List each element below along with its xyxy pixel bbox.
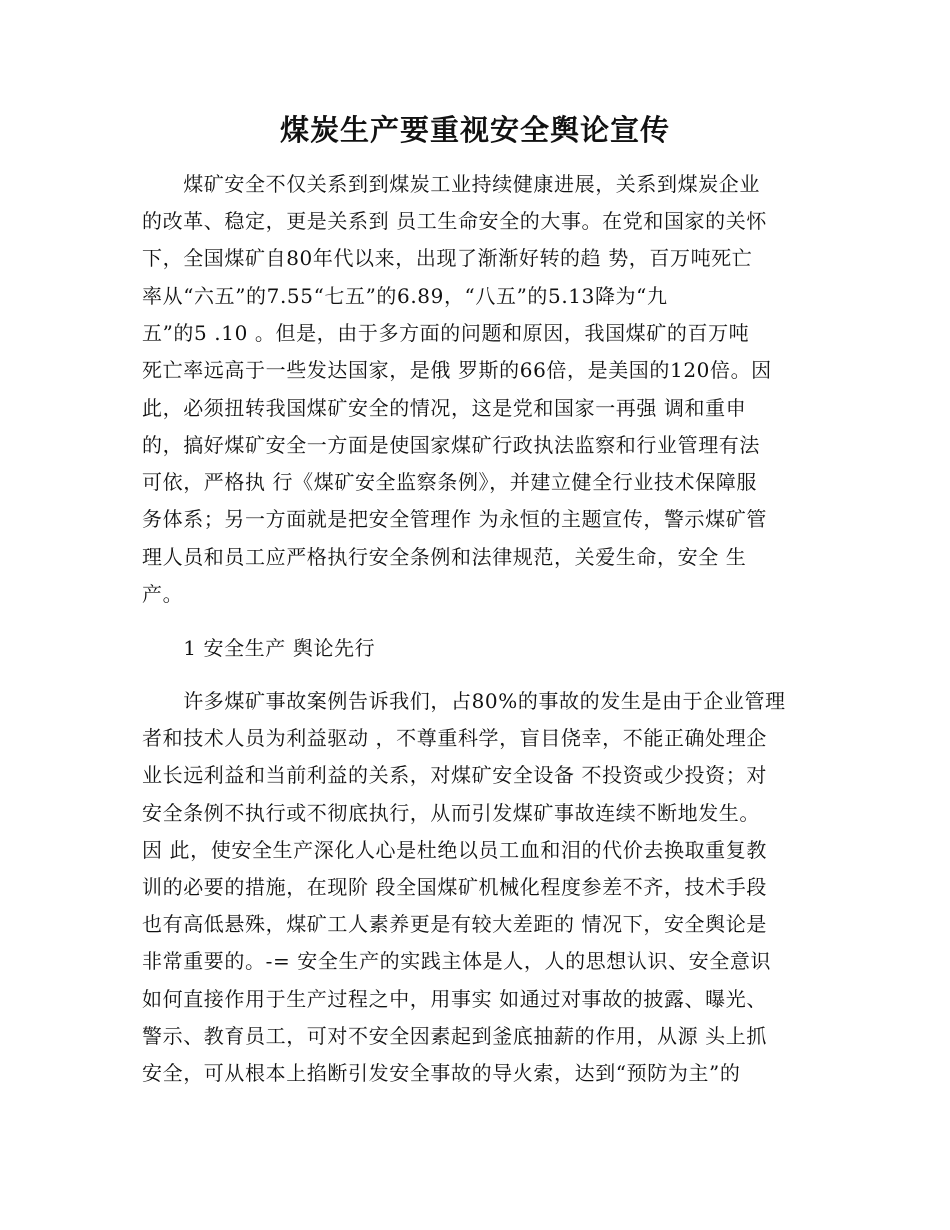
paragraph-2-line: 非常重要的。-= 安全生产的实践主体是人，人的思想认识、安全意识 [142,949,772,973]
paragraph-2-line: 业长远利益和当前利益的关系，对煤矿安全设备 不投资或少投资；对 [142,763,767,787]
paragraph-2-line: 警示、教育员工，可对不安全因素起到釜底抽薪的作用，从源 头上抓 [142,1024,767,1048]
paragraph-1-line: 率从“六五”的7.55“七五”的6.89，“八五”的5.13降为“九 [142,284,668,308]
paragraph-2-line: 安全，可从根本上掐断引发安全事故的导火索，达到“预防为主”的 [142,1061,741,1085]
paragraph-1-line: 五”的5 .10 。但是，由于多方面的问题和原因，我国煤矿的百万吨 [142,321,750,345]
paragraph-2-line: 如何直接作用于生产过程之中，用事实 如通过对事故的披露、曝光、 [142,987,767,1011]
paragraph-1-line: 可依，严格执 行《煤矿安全监察条例》，并建立健全行业技术保障服 [142,470,757,494]
paragraph-2-line: 者和技术人员为利益驱动 ，不尊重科学，盲目侥幸，不能正确处理企 [142,726,767,750]
paragraph-1-line: 下，全国煤矿自80年代以来，出现了渐渐好转的趋 势，百万吨死亡 [142,246,753,270]
paragraph-1-line: 死亡率远高于一些发达国家，是俄 罗斯的66倍，是美国的120倍。因 [142,358,772,382]
paragraph-2-line: 也有高低悬殊，煤矿工人素养更是有较大差距的 情况下，安全舆论是 [142,912,767,936]
paragraph-1-line: 务体系；另一方面就是把安全管理作 为永恒的主题宣传，警示煤矿管 [142,507,767,531]
paragraph-2-line: 因 此，使安全生产深化人心是杜绝以员工血和泪的代价去换取重复教 [142,838,767,862]
paragraph-2-line: 安全条例不执行或不彻底执行，从而引发煤矿事故连续不断地发生。 [142,801,760,825]
document-title: 煤炭生产要重视安全舆论宣传 [279,113,670,147]
section-heading: 1 安全生产 舆论先行 [142,636,376,660]
paragraph-1-line: 产。 [142,582,184,606]
paragraph-1-line: 此，必须扭转我国煤矿安全的情况，这是党和国家一再强 调和重申 [142,396,747,420]
paragraph-1-line: 理人员和员工应严格执行安全条例和法律规范，关爱生命，安全 生 [142,545,747,569]
paragraph-2-line: 许多煤矿事故案例告诉我们，占80%的事故的发生是由于企业管理 [142,689,786,713]
paragraph-2-line: 训的必要的措施，在现阶 段全国煤矿机械化程度参差不齐，技术手段 [142,875,767,899]
paragraph-1-line: 的，搞好煤矿安全一方面是使国家煤矿行政执法监察和行业管理有法 [142,433,760,457]
paragraph-1-line: 的改革、稳定，更是关系到 员工生命安全的大事。在党和国家的关怀 [142,209,767,233]
paragraph-1-line: 煤矿安全不仅关系到到煤炭工业持续健康进展，关系到煤炭企业 [142,172,760,196]
